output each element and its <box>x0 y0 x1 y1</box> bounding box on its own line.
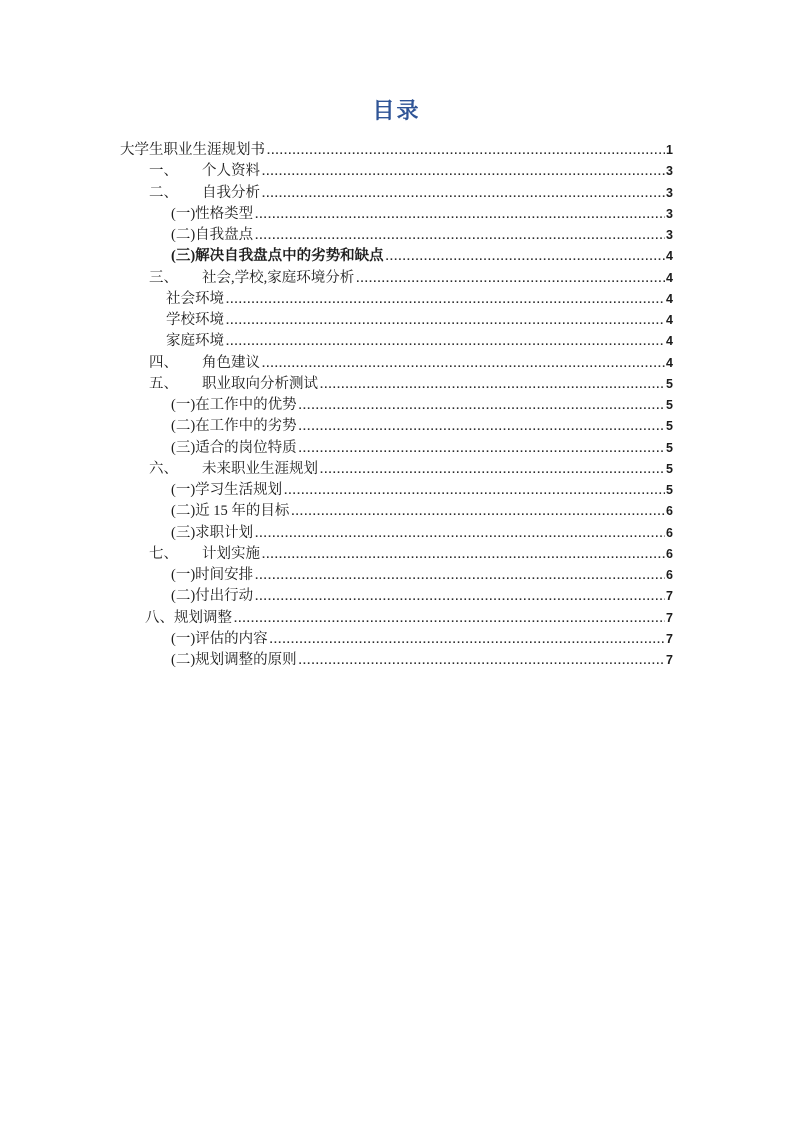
toc-entry-page: 6 <box>666 504 673 519</box>
toc-dot-leader <box>299 650 665 672</box>
toc-entry[interactable] <box>120 523 673 544</box>
toc-list <box>120 140 673 671</box>
toc-entry-page: 7 <box>666 631 673 646</box>
toc-entry-page: 5 <box>666 398 673 412</box>
toc-dot-leader <box>386 246 665 268</box>
toc-entry-number: 一、 <box>149 163 178 180</box>
toc-entry-label: 个人资料 <box>202 163 260 180</box>
toc-dot-leader <box>234 608 665 630</box>
toc-entry-label: (一)时间安排 <box>171 567 254 583</box>
toc-dot-leader <box>356 268 665 290</box>
toc-entry-page: 3 <box>666 206 673 221</box>
toc-entry-page: 4 <box>666 291 673 306</box>
toc-entry[interactable] <box>120 416 673 437</box>
toc-dot-leader <box>291 501 665 523</box>
toc-entry[interactable] <box>120 225 673 246</box>
toc-entry-page: 5 <box>666 461 673 476</box>
toc-dot-leader <box>284 480 665 502</box>
toc-entry[interactable] <box>120 650 673 671</box>
toc-entry-label: (一)性格类型 <box>171 205 254 222</box>
toc-entry-label: 社会环境 <box>166 290 224 307</box>
toc-entry-page: 3 <box>666 185 673 200</box>
toc-entry-label: (一)在工作中的优势 <box>171 397 297 413</box>
toc-entry[interactable] <box>120 501 673 522</box>
toc-entry-label: (二)近 15 年的目标 <box>171 503 290 520</box>
toc-entry-page: 6 <box>666 546 673 561</box>
toc-entry-label: (二)规划调整的原则 <box>171 652 297 668</box>
toc-entry-label: 未来职业生涯规划 <box>202 460 318 477</box>
toc-dot-leader <box>262 544 665 566</box>
toc-entry-label: 社会,学校,家庭环境分析 <box>202 269 355 286</box>
toc-entry-number: 七、 <box>149 545 178 562</box>
toc-entry-label: (三)适合的岗位特质 <box>171 439 297 456</box>
toc-entry-page: 5 <box>666 483 673 497</box>
toc-entry-label: (三)解决自我盘点中的劣势和缺点 <box>171 248 384 265</box>
toc-entry[interactable] <box>120 459 673 480</box>
toc-dot-leader <box>299 395 665 417</box>
toc-entry-page: 3 <box>666 164 673 179</box>
toc-entry-page: 4 <box>666 249 673 264</box>
toc-entry-label: 自我分析 <box>202 184 260 201</box>
toc-entry-page: 4 <box>666 355 673 370</box>
toc-entry[interactable] <box>120 565 673 586</box>
toc-entry-page: 4 <box>666 334 673 349</box>
toc-entry-label: 家庭环境 <box>166 333 224 350</box>
toc-entry[interactable] <box>120 374 673 395</box>
toc-entry[interactable] <box>120 289 673 310</box>
toc-dot-leader <box>255 523 665 545</box>
toc-dot-leader <box>299 438 665 460</box>
toc-entry-label: (三)求职计划 <box>171 524 254 541</box>
toc-entry-page: 1 <box>666 143 673 157</box>
toc-dot-leader <box>262 161 665 183</box>
toc-entry-number: 八、 <box>145 609 174 626</box>
toc-entry[interactable] <box>120 438 673 459</box>
toc-entry[interactable] <box>120 331 673 352</box>
toc-entry[interactable] <box>120 204 673 225</box>
toc-dot-leader <box>255 204 665 226</box>
toc-entry-page: 7 <box>666 589 673 604</box>
toc-entry-label: 大学生职业生涯规划书 <box>120 142 265 158</box>
toc-entry-page: 6 <box>666 568 673 582</box>
toc-entry-label: (二)自我盘点 <box>171 227 254 243</box>
toc-entry[interactable] <box>120 310 673 331</box>
toc-dot-leader <box>320 459 665 481</box>
toc-entry-label: (二)付出行动 <box>171 588 254 605</box>
toc-entry-number: 六、 <box>149 460 178 477</box>
toc-entry-label: (二)在工作中的劣势 <box>171 418 297 435</box>
toc-entry-label: 角色建议 <box>202 354 260 371</box>
toc-entry[interactable] <box>120 395 673 416</box>
toc-entry-page: 7 <box>666 610 673 625</box>
toc-entry-label: 计划实施 <box>202 545 260 562</box>
toc-entry-page: 5 <box>666 440 673 455</box>
toc-entry[interactable] <box>120 140 673 161</box>
toc-entry-number: 二、 <box>149 184 178 201</box>
toc-entry[interactable] <box>120 629 673 650</box>
toc-dot-leader <box>262 353 665 375</box>
toc-entry[interactable] <box>120 161 673 182</box>
toc-entry[interactable] <box>120 268 673 289</box>
toc-dot-leader <box>226 331 665 353</box>
toc-dot-leader <box>267 140 665 162</box>
toc-entry-label: 职业取向分析测试 <box>202 375 318 392</box>
toc-entry[interactable] <box>120 608 673 629</box>
toc-dot-leader <box>320 374 665 396</box>
toc-dot-leader <box>226 289 665 311</box>
toc-entry-number: 三、 <box>149 269 178 286</box>
toc-entry[interactable] <box>120 586 673 607</box>
toc-entry-page: 4 <box>666 270 673 285</box>
toc-entry-page: 7 <box>666 653 673 667</box>
toc-entry[interactable] <box>120 183 673 204</box>
toc-entry[interactable] <box>120 480 673 501</box>
toc-entry-number: 四、 <box>149 354 178 371</box>
toc-entry[interactable] <box>120 353 673 374</box>
toc-title: 目录 <box>372 98 421 123</box>
toc-entry-page: 3 <box>666 228 673 242</box>
toc-entry-label: (一)学习生活规划 <box>171 482 283 498</box>
toc-entry-page: 6 <box>666 525 673 540</box>
toc-entry-page: 5 <box>666 419 673 434</box>
toc-entry-label: (一)评估的内容 <box>171 630 268 647</box>
toc-dot-leader <box>270 629 665 651</box>
toc-entry-label: 学校环境 <box>166 312 224 328</box>
toc-dot-leader <box>299 416 665 438</box>
toc-dot-leader <box>255 225 665 247</box>
toc-entry[interactable] <box>120 544 673 565</box>
toc-dot-leader <box>262 183 665 205</box>
toc-dot-leader <box>255 565 665 587</box>
toc-entry-label: 规划调整 <box>174 609 232 626</box>
toc-entry[interactable] <box>120 246 673 267</box>
toc-entry-number: 五、 <box>149 375 178 392</box>
toc-entry-page: 5 <box>666 376 673 391</box>
toc-entry-page: 4 <box>666 313 673 327</box>
toc-dot-leader <box>255 586 665 608</box>
toc-dot-leader <box>226 310 665 332</box>
